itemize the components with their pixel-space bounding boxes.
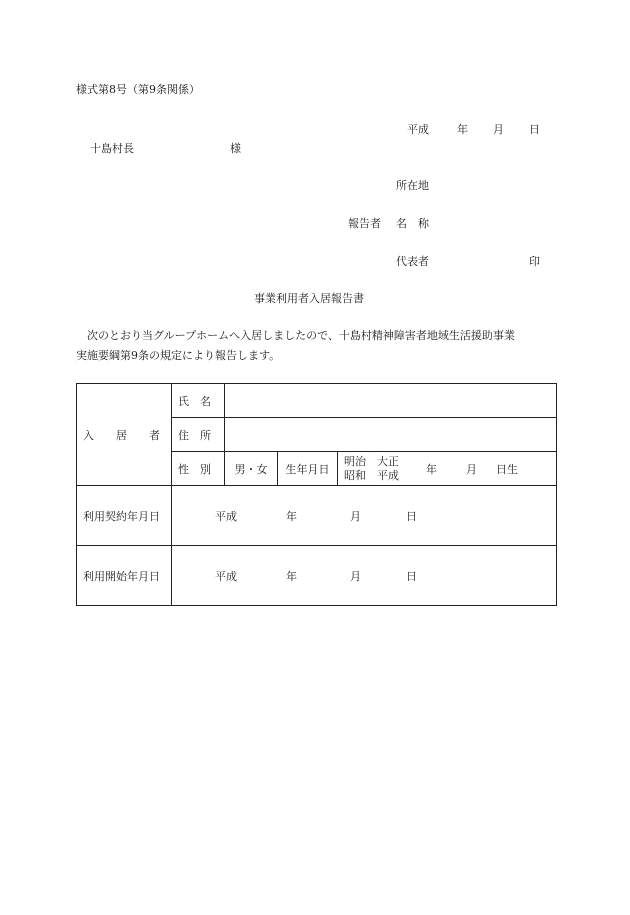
body-paragraph (76, 326, 560, 366)
document-title: 事業利用者入居報告書 (254, 292, 364, 305)
date-month: 月 (493, 123, 504, 136)
addressee-honorific: 様 (230, 142, 241, 155)
era-bottom: 昭和 平成 (344, 468, 399, 482)
contract-day: 日 (406, 509, 417, 523)
form-number: 様式第8号（第9条関係） (76, 83, 200, 96)
company-name-label: 名 称 (396, 217, 429, 230)
start-day: 日 (406, 569, 417, 583)
address-field-label: 住 所 (178, 428, 211, 442)
contract-year: 年 (286, 509, 297, 523)
birth-year: 年 (426, 462, 437, 476)
start-date-label: 利用開始年月日 (77, 546, 172, 606)
contract-month: 月 (350, 509, 361, 523)
contract-era: 平成 (215, 509, 237, 523)
date-day: 日 (529, 123, 540, 136)
gender-label-cell (172, 452, 225, 486)
resident-form-table (76, 383, 557, 606)
body-line-2: 実施要綱第9条の規定により報告します。 (76, 349, 281, 362)
seal-mark: 印 (529, 255, 540, 268)
date-era: 平成 (407, 123, 429, 136)
resident-label: 入 居 者 (83, 428, 160, 442)
address-input[interactable] (225, 418, 557, 452)
era-options (344, 455, 426, 483)
birth-date-cell[interactable] (338, 452, 557, 486)
gender-label: 性 別 (178, 462, 211, 476)
address-label-cell (172, 418, 225, 452)
representative-label: 代表者 (396, 255, 429, 268)
resident-label-cell (77, 384, 172, 486)
birth-day: 日生 (496, 462, 518, 476)
address-label: 所在地 (396, 179, 429, 192)
gender-choice[interactable]: 男・女 (225, 452, 278, 486)
start-era: 平成 (215, 569, 237, 583)
reporter-label: 報告者 (348, 217, 381, 230)
birth-month: 月 (466, 462, 477, 476)
start-date-field[interactable] (172, 546, 557, 606)
name-label: 氏 名 (178, 394, 211, 408)
birth-label: 生年月日 (278, 452, 338, 486)
name-label-cell (172, 384, 225, 418)
contract-date-field[interactable] (172, 486, 557, 546)
era-top: 明治 大正 (344, 454, 399, 468)
date-year: 年 (457, 123, 468, 136)
name-input[interactable] (225, 384, 557, 418)
start-month: 月 (350, 569, 361, 583)
addressee-title: 十島村長 (90, 142, 134, 155)
contract-date-label: 利用契約年月日 (77, 486, 172, 546)
start-year: 年 (286, 569, 297, 583)
body-line-1: 次のとおり当グループホームへ入居しましたので、十島村精神障害者地域生活援助事業 (87, 329, 515, 342)
